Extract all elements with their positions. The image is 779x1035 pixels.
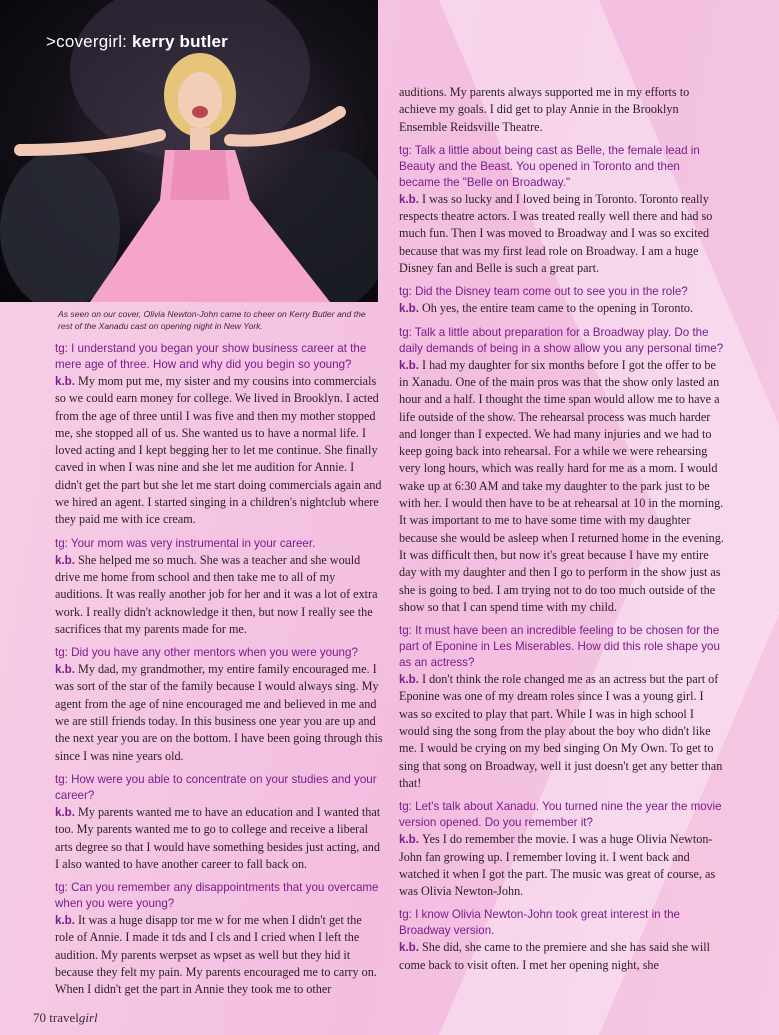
answer [399, 671, 724, 792]
answer [55, 552, 383, 638]
answer-label: k.b. [399, 673, 419, 687]
answer-text: It was a huge disapp tor me w for me when I didn't get the role of Annie. I made it tds and I cls and I cried when I left the audition. My parents werpset as wpset as well but they hid it because they felt my pain. My parents encouraged me to carry on. When I didn't get the part in Annie they took me to other [55, 913, 377, 997]
answer-text: My dad, my grandmother, my entire family encouraged me. I was sort of the star of the family because I would always sing. My agent from the age of nine encouraged me and believed in me and we are still friends today. In this business one year you are up and the next year you are on the bottom. I have been going through this since I was nine years old. [55, 662, 383, 763]
left-column [55, 341, 383, 1006]
right-column [399, 84, 724, 981]
section-header [46, 32, 228, 52]
answer [55, 661, 383, 765]
answer-text: I had my daughter for six months before I got the offer to be in Xanadu. One of the main pros was that the show only lasted an hour and a half. I thought the time span would allow me to have a life outside of the show. The rehearsal process was much harder and longer than I expected. We had many injuries and we had to keep going back into rehearsal. For a while we were rehearsing very long hours, which was really hard for me as a mom. I would wake up at 6:30 AM and take my daughter to the park just to be with her. I would then have to be at rehearsal at 10 in the morning. It was important to me to have some time with my daughter because she would be asleep when I returned home in the evening. It was difficult then, but now it's great because I have my entire day with my daughter and then I go to perform in the show just as she is going to bed. I am trying not to do too much outside of the show so that I can spend time with my child. [399, 357, 724, 614]
question: tg: Did the Disney team come out to see you in the role? [399, 285, 688, 299]
answer-text: I don't think the role changed me as an actress but the part of Eponine was one of my dream roles since I was a young girl. I was so excited to play that part. While I was in high school I would sing the song from the play about the boy who didn't like me. I would be crying on my bed singing On My Own. To get to sing that song on Broadway, well it just doesn't get any better than that! [399, 672, 723, 790]
question: tg: Can you remember any disappointments that you overcame when you were young? [55, 881, 379, 911]
question: tg: Let's talk about Xanadu. You turned nine the year the movie version opened. Do you remember it? [399, 800, 722, 830]
question: tg: How were you able to concentrate on your studies and your career? [55, 772, 377, 802]
answer [55, 912, 383, 998]
answer [399, 191, 724, 277]
continuation-text: auditions. My parents always supported me in my efforts to achieve my goals. I did get to play Annie in the Brooklyn Ensemble Reidsville Theatre. [399, 85, 690, 134]
page-footer [33, 1010, 98, 1026]
cover-photo [0, 0, 378, 302]
brand-travel: travel [49, 1010, 79, 1025]
answer-label: k.b. [399, 941, 419, 955]
answer-text: Oh yes, the entire team came to the opening in Toronto. [421, 301, 694, 316]
answer [399, 357, 724, 616]
answer-label: k.b. [55, 805, 75, 819]
question: tg: Talk a little about being cast as Belle, the female lead in Beauty and the Beast. You opened in Toronto and then became the "Belle on Broadway." [399, 143, 700, 189]
answer-label: k.b. [399, 192, 419, 206]
question: tg: Talk a little about preparation for a Broadway play. Do the daily demands of being in a show allow you any personal time? [399, 325, 724, 355]
answer-label: k.b. [399, 833, 419, 847]
question: tg: Did you have any other mentors when you were young? [55, 646, 358, 660]
answer-text: My mom put me, my sister and my cousins into commercials so we could earn money for college. We lived in Brooklyn. I acted from the age of three until I was five and then my mother stopped me, she stopped all of us. She wanted us to have a normal life. I loved acting and I kept begging her to let me continue. She finally caved in when I was nine and she let me audition for Annie. I didn't get the part but she let me start doing commercials again and we hired an agent. I started singing in a children's nightclub where they paid me with ice cream. [55, 374, 382, 527]
answer-label: k.b. [55, 375, 75, 388]
brand-girl: girl [78, 1010, 98, 1025]
question: tg: It must have been an incredible feeling to be chosen for the part of Eponine in Les Miserables. How did this role shape you as an actress? [399, 624, 720, 670]
answer [399, 300, 724, 317]
question: tg: I understand you began your show business career at the mere age of three. How and why did you begin so young? [55, 342, 367, 371]
answer [399, 939, 724, 974]
answer [55, 373, 383, 529]
question: tg: I know Olivia Newton-John took great interest in the Broadway version. [399, 908, 680, 938]
header-name: kerry butler [132, 32, 228, 51]
answer-text: My parents wanted me to have an education and I wanted that too. My parents wanted me to go to college and receive a liberal arts degree so that I would have something besides just acting, and I also wanted to have another career to fall back on. [55, 804, 381, 871]
answer-label: k.b. [399, 358, 419, 372]
page-number: 70 [33, 1010, 46, 1025]
answer-label: k.b. [55, 553, 75, 567]
photo-caption: As seen on our cover, Olivia Newton-John came to cheer on Kerry Butler and the rest of the Xanadu cast on opening night in New York. [58, 309, 366, 331]
answer [55, 804, 383, 873]
answer-label: k.b. [55, 663, 75, 677]
answer-text: She helped me so much. She was a teacher and she would drive me home from school and then take me to all of my auditions. It was really another job for her and it was a lot of extra work. I really didn't acknowledge it then, but now I really see the sacrifices that my parents made for me. [55, 552, 378, 636]
answer-text: She did, she came to the premiere and she has said she will come back to visit often. I met her opening night, she [399, 940, 711, 972]
question: tg: Your mom was very instrumental in your career. [55, 536, 316, 550]
answer-label: k.b. [399, 302, 419, 316]
answer-text: Yes I do remember the movie. I was a huge Olivia Newton-John fan growing up. I remember loving it. I went back and watched it when I got the part. The music was great of course, as was Olivia Newton-John. [399, 832, 716, 899]
answer [399, 831, 724, 900]
header-prefix: >covergirl: [46, 32, 128, 51]
answer-text: I was so lucky and I loved being in Toronto. Toronto really respects theatre actors. I was treated really well there and had so much fun. Then I was moved to Broadway and I was so excited because that was my first lead role on Broadway. I am a huge Disney fan and Belle is such a great part. [399, 191, 713, 276]
answer-label: k.b. [55, 914, 75, 928]
